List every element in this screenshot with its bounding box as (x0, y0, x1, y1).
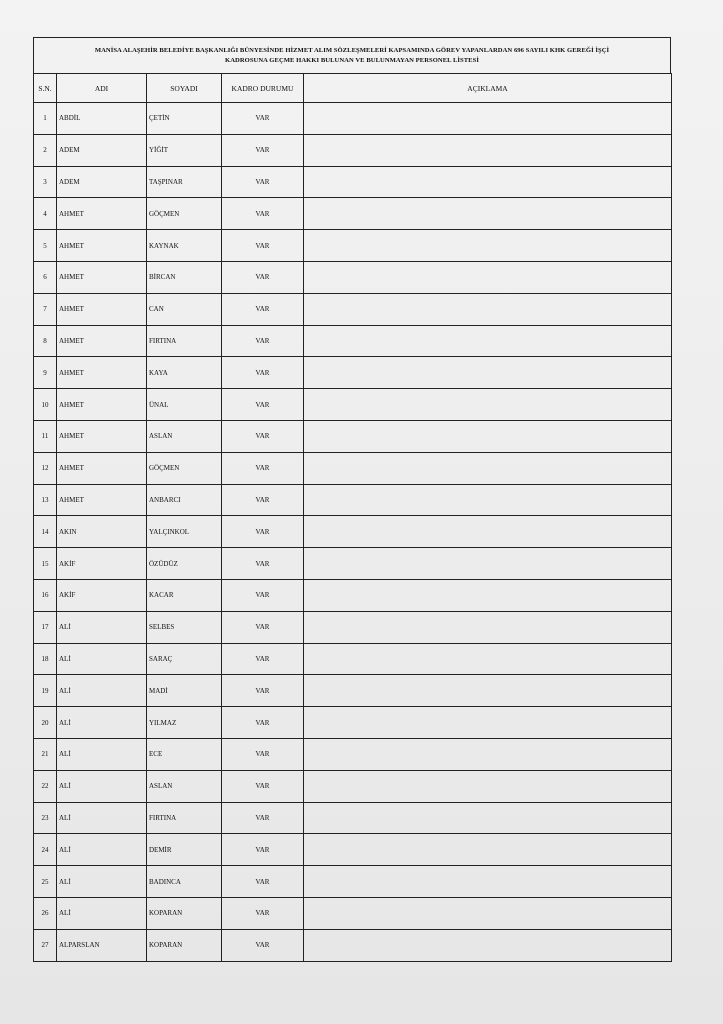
row-surname: GÖÇMEN (147, 198, 222, 230)
table-row (34, 357, 672, 389)
row-name: AKİF (57, 548, 147, 580)
row-status: VAR (222, 484, 304, 516)
row-note (304, 643, 672, 675)
row-surname: YİĞİT (147, 134, 222, 166)
row-name: AHMET (57, 261, 147, 293)
row-status: VAR (222, 802, 304, 834)
row-surname: ÜNAL (147, 389, 222, 421)
row-note (304, 452, 672, 484)
row-sn: 9 (34, 357, 57, 389)
row-status: VAR (222, 579, 304, 611)
row-note (304, 134, 672, 166)
table-row (34, 452, 672, 484)
row-sn: 17 (34, 611, 57, 643)
row-status: VAR (222, 770, 304, 802)
row-note (304, 230, 672, 262)
table-row (34, 770, 672, 802)
row-sn: 5 (34, 230, 57, 262)
table-row (34, 675, 672, 707)
table-row (34, 866, 672, 898)
row-note (304, 516, 672, 548)
row-name: AHMET (57, 389, 147, 421)
row-note (304, 579, 672, 611)
row-note (304, 611, 672, 643)
table-row (34, 198, 672, 230)
table-row (34, 897, 672, 929)
row-name: ALİ (57, 866, 147, 898)
row-sn: 1 (34, 103, 57, 135)
table-row (34, 548, 672, 580)
row-name: ALİ (57, 802, 147, 834)
row-name: AHMET (57, 230, 147, 262)
row-status: VAR (222, 611, 304, 643)
row-status: VAR (222, 293, 304, 325)
row-sn: 21 (34, 738, 57, 770)
row-name: AHMET (57, 357, 147, 389)
row-surname: BADINCA (147, 866, 222, 898)
row-surname: KOPARAN (147, 929, 222, 961)
header-status: KADRO DURUMU (222, 74, 304, 103)
table-row (34, 802, 672, 834)
table-row (34, 643, 672, 675)
table-body (34, 103, 672, 962)
row-surname: KAYNAK (147, 230, 222, 262)
row-sn: 19 (34, 675, 57, 707)
row-sn: 4 (34, 198, 57, 230)
row-sn: 20 (34, 707, 57, 739)
row-note (304, 866, 672, 898)
row-surname: MADİ (147, 675, 222, 707)
row-sn: 23 (34, 802, 57, 834)
row-note (304, 198, 672, 230)
row-note (304, 357, 672, 389)
table-row (34, 929, 672, 961)
table-row (34, 230, 672, 262)
row-note (304, 802, 672, 834)
row-note (304, 261, 672, 293)
row-status: VAR (222, 134, 304, 166)
row-status: VAR (222, 897, 304, 929)
row-name: AKİF (57, 579, 147, 611)
row-status: VAR (222, 738, 304, 770)
header-name: ADI (57, 74, 147, 103)
row-sn: 16 (34, 579, 57, 611)
table-row (34, 166, 672, 198)
row-name: ALİ (57, 897, 147, 929)
personnel-table (33, 73, 672, 962)
row-sn: 26 (34, 897, 57, 929)
table-header-row (34, 74, 672, 103)
row-sn: 2 (34, 134, 57, 166)
title-line-1: MANİSA ALAŞEHİR BELEDİYE BAŞKANLIĞI BÜNYESİNDE HİZMET ALIM SÖZLEŞMELERİ KAPSAMINDA GÖREV YAPANLARDAN 696 SAYILI KHK GEREĞİ İŞÇİ (94, 46, 610, 54)
row-surname: ASLAN (147, 770, 222, 802)
table-row (34, 738, 672, 770)
row-sn: 8 (34, 325, 57, 357)
row-name: AHMET (57, 484, 147, 516)
row-name: ADEM (57, 134, 147, 166)
table-row (34, 611, 672, 643)
row-note (304, 325, 672, 357)
row-name: AHMET (57, 452, 147, 484)
row-name: ALİ (57, 834, 147, 866)
row-surname: DEMİR (147, 834, 222, 866)
row-note (304, 484, 672, 516)
row-note (304, 929, 672, 961)
row-status: VAR (222, 357, 304, 389)
row-name: ADEM (57, 166, 147, 198)
row-name: AKIN (57, 516, 147, 548)
row-surname: FIRTINA (147, 802, 222, 834)
row-status: VAR (222, 420, 304, 452)
row-surname: GÖÇMEN (147, 452, 222, 484)
table-row (34, 516, 672, 548)
row-sn: 11 (34, 420, 57, 452)
row-name: AHMET (57, 293, 147, 325)
row-sn: 18 (34, 643, 57, 675)
row-sn: 14 (34, 516, 57, 548)
row-name: ALİ (57, 707, 147, 739)
row-surname: BİRCAN (147, 261, 222, 293)
row-sn: 24 (34, 834, 57, 866)
row-status: VAR (222, 516, 304, 548)
row-surname: YILMAZ (147, 707, 222, 739)
row-status: VAR (222, 548, 304, 580)
row-note (304, 738, 672, 770)
row-note (304, 707, 672, 739)
row-name: ALİ (57, 643, 147, 675)
row-sn: 15 (34, 548, 57, 580)
header-sn: S.N. (34, 74, 57, 103)
row-sn: 12 (34, 452, 57, 484)
row-sn: 27 (34, 929, 57, 961)
table-row (34, 707, 672, 739)
row-sn: 22 (34, 770, 57, 802)
row-surname: ASLAN (147, 420, 222, 452)
row-name: ALİ (57, 770, 147, 802)
table-row (34, 484, 672, 516)
row-surname: KAYA (147, 357, 222, 389)
table-row (34, 420, 672, 452)
row-status: VAR (222, 198, 304, 230)
row-name: ALPARSLAN (57, 929, 147, 961)
row-note (304, 675, 672, 707)
row-surname: TAŞPINAR (147, 166, 222, 198)
row-sn: 6 (34, 261, 57, 293)
row-surname: KACAR (147, 579, 222, 611)
table-row (34, 293, 672, 325)
row-note (304, 834, 672, 866)
row-surname: SARAÇ (147, 643, 222, 675)
row-status: VAR (222, 929, 304, 961)
table-row (34, 134, 672, 166)
row-name: ABDİL (57, 103, 147, 135)
row-name: AHMET (57, 198, 147, 230)
row-status: VAR (222, 166, 304, 198)
row-name: AHMET (57, 325, 147, 357)
row-note (304, 293, 672, 325)
row-surname: KOPARAN (147, 897, 222, 929)
header-surname: SOYADI (147, 74, 222, 103)
row-status: VAR (222, 452, 304, 484)
row-surname: YALÇINKOL (147, 516, 222, 548)
row-status: VAR (222, 675, 304, 707)
row-status: VAR (222, 230, 304, 262)
table-row (34, 261, 672, 293)
row-surname: FIRTINA (147, 325, 222, 357)
row-status: VAR (222, 707, 304, 739)
row-status: VAR (222, 643, 304, 675)
row-surname: ÇETİN (147, 103, 222, 135)
personnel-table-container (33, 37, 671, 962)
row-note (304, 103, 672, 135)
row-status: VAR (222, 834, 304, 866)
row-status: VAR (222, 866, 304, 898)
row-status: VAR (222, 325, 304, 357)
row-sn: 13 (34, 484, 57, 516)
row-note (304, 770, 672, 802)
row-surname: ANBARCI (147, 484, 222, 516)
title-line-2: KADROSUNA GEÇME HAKKI BULUNAN VE BULUNMAYAN PERSONEL LİSTESİ (225, 56, 479, 64)
row-note (304, 166, 672, 198)
row-sn: 3 (34, 166, 57, 198)
row-note (304, 420, 672, 452)
header-note: AÇIKLAMA (304, 74, 672, 103)
row-status: VAR (222, 261, 304, 293)
table-row (34, 579, 672, 611)
row-name: ALİ (57, 738, 147, 770)
row-note (304, 389, 672, 421)
table-row (34, 834, 672, 866)
row-surname: CAN (147, 293, 222, 325)
row-sn: 7 (34, 293, 57, 325)
row-status: VAR (222, 389, 304, 421)
row-status: VAR (222, 103, 304, 135)
row-note (304, 897, 672, 929)
row-sn: 10 (34, 389, 57, 421)
table-row (34, 389, 672, 421)
row-surname: ÖZÜDÜZ (147, 548, 222, 580)
table-row (34, 103, 672, 135)
row-name: ALİ (57, 675, 147, 707)
row-surname: SELBES (147, 611, 222, 643)
table-row (34, 325, 672, 357)
document-title (33, 37, 671, 73)
row-note (304, 548, 672, 580)
row-name: ALİ (57, 611, 147, 643)
row-sn: 25 (34, 866, 57, 898)
row-name: AHMET (57, 420, 147, 452)
row-surname: ECE (147, 738, 222, 770)
